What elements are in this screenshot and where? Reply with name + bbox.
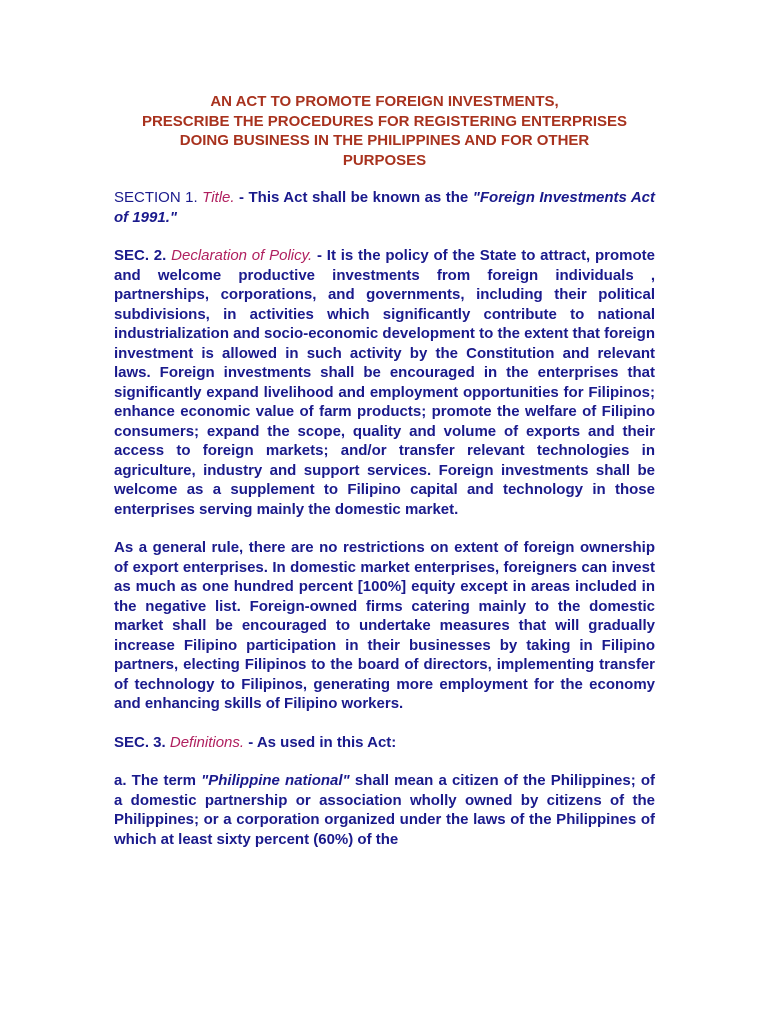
- section-1-text: - This Act shall be known as the: [234, 189, 473, 206]
- section-3-heading: [114, 733, 655, 753]
- section-2-title: Declaration of Policy.: [171, 247, 313, 264]
- act-title-line-1: AN ACT TO PROMOTE FOREIGN INVESTMENTS,: [210, 93, 559, 110]
- document-page: [114, 92, 655, 868]
- section-1-act-name: "Foreign Investments Act of 1991.": [114, 189, 655, 226]
- section-3-intro: - As used in this Act:: [244, 733, 397, 751]
- section-3-item-a: [114, 771, 655, 849]
- section-3-title: Definitions.: [169, 733, 245, 751]
- item-a-term: "Philippine national": [201, 772, 350, 789]
- section-2-label: SEC. 2.: [114, 247, 167, 264]
- act-title-line-3: DOING BUSINESS IN THE PHILIPPINES AND FOR OTHER: [179, 132, 590, 149]
- item-a-text-before: The term: [126, 772, 202, 789]
- act-title: [114, 92, 655, 170]
- section-1-paragraph: [114, 188, 655, 227]
- act-title-line-2: PRESCRIBE THE PROCEDURES FOR REGISTERING ENTERPRISES: [141, 112, 628, 130]
- act-title-line-4: PURPOSES: [342, 151, 427, 169]
- section-2-paragraph-1: [114, 246, 655, 519]
- section-1-label: SECTION 1.: [114, 189, 198, 206]
- section-2-text-1: - It is the policy of the State to attract, promote and welcome productive investments from foreign individuals , partnerships, corporations, and governments, including their political subdivisions, in activities which significantly contribute to national industrialization and socio-economic development to the extent that foreign investment is allowed in such activity by the Constitution and relevant laws. Foreign investments shall be encouraged in the enterprises that significantly expand livelihood and employment opportunities for Filipinos; enhance economic value of farm products; promote the welfare of Filipino consumers; expand the scope, quality and volume of exports and their access to foreign markets; and/or transfer relevant technologies in agriculture, industry and support services. Foreign investments shall be welcome as a supplement to Filipino capital and technology in those enterprises serving mainly the domestic market.: [114, 247, 655, 518]
- section-1-title: Title.: [202, 189, 235, 206]
- item-a-text-after: shall mean a citizen of the Philippines; of a domestic partnership or association wholly owned by citizens of the Philippines; or a corporation organized under the laws of the Philippines of which at least sixty percent (60%) of the: [114, 772, 656, 848]
- item-a-label: a.: [114, 772, 127, 789]
- section-3-label: SEC. 3.: [114, 733, 166, 751]
- section-2-paragraph-2: As a general rule, there are no restrictions on extent of foreign ownership of export enterprises. In domestic market enterprises, foreigners can invest as much as one hundred percent [100%] equity except in areas included in the negative list. Foreign-owned firms catering mainly to the domestic market shall be encouraged to undertake measures that will gradually increase Filipino participation in their businesses by taking in Filipino partners, electing Filipinos to the board of directors, implementing transfer of technology to Filipinos, generating more employment for the economy and enhancing skills of Filipino workers.: [114, 539, 655, 712]
